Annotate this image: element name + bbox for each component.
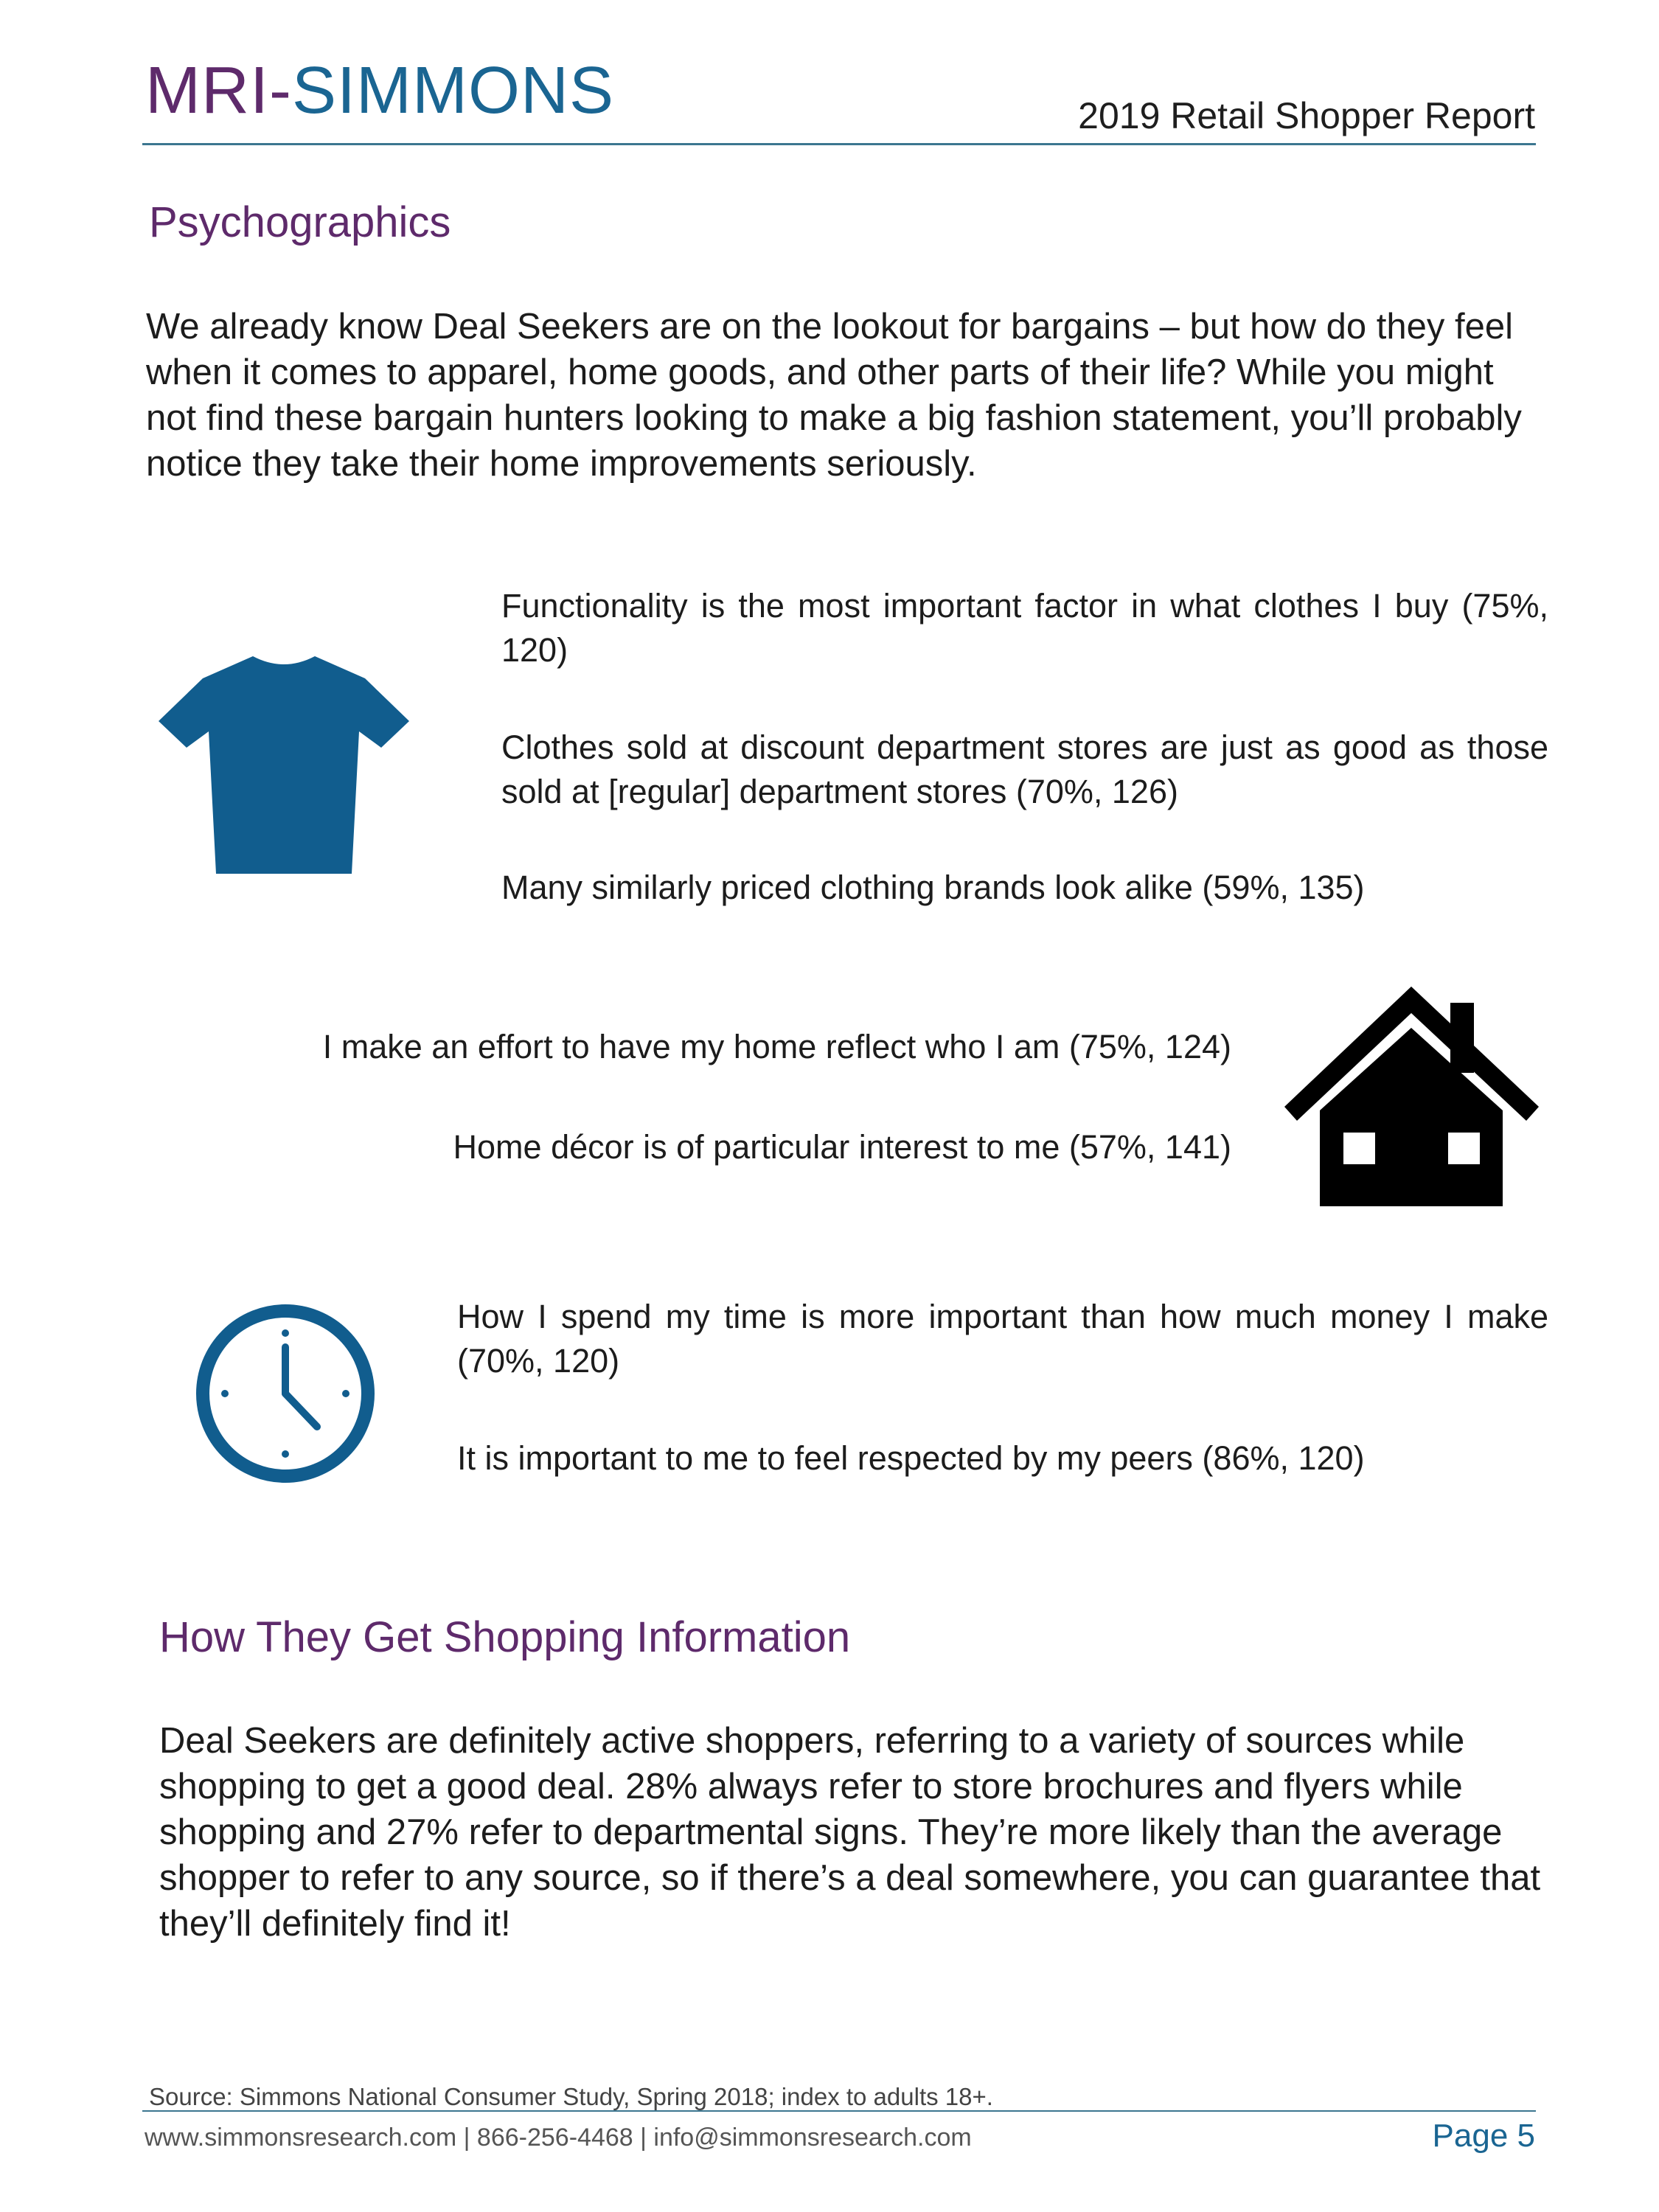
header-divider [142,143,1536,145]
page-number: Page 5 [1432,2118,1535,2154]
house-icon [1284,985,1539,1206]
logo-dash: - [268,54,292,128]
clock-icon [193,1301,378,1486]
report-title: 2019 Retail Shopper Report [1078,95,1535,136]
home-statement: I make an effort to have my home reflect who I am (75%, 124) [322,1028,1231,1065]
footer-divider [142,2110,1536,2112]
psychographics-intro: We already know Deal Seekers are on the lookout for bargains – but how do they feel when it comes to apparel, home goods, and other parts of their life? While you might not find these bargain hunters looking to make a big fashion statement, you’ll probably notice they take their home improvements seriously. [146,307,1522,484]
clothing-statement: Functionality is the most important factor in what clothes I buy (75%, 120) [501,587,1548,669]
clothing-statement: Clothes sold at discount department stores are just as good as those sold at [regular] department stores (70%, 126) [501,728,1548,810]
time-statement: It is important to me to feel respected by my peers (86%, 120) [457,1439,1365,1477]
footer-contact: www.simmonsresearch.com | 866-256-4468 | info@simmonsresearch.com [145,2124,972,2152]
logo-simmons-text: SIMMONS [291,54,614,128]
home-statement: Home décor is of particular interest to me (57%, 141) [453,1128,1231,1166]
logo-mri-text: MRI [145,54,269,128]
source-note: Source: Simmons National Consumer Study, Spring 2018; index to adults 18+. [149,2083,993,2110]
time-statement: How I spend my time is more important than how much money I make (70%, 120) [457,1298,1548,1380]
section-heading-psychographics: Psychographics [149,198,451,246]
shopping-info-paragraph: Deal Seekers are definitely active shoppers, referring to a variety of sources while shopping to get a good deal. 28% always refer to store brochures and flyers while shopping and 27% refer to departmental signs. They’re more likely than the average shopper to refer to any source, so if there’s a deal somewhere, you can guarantee that they’ll definitely find it! [159,1721,1541,1944]
t-shirt-icon [159,649,409,874]
brand-logo [145,54,614,128]
clothing-statement: Many similarly priced clothing brands look alike (59%, 135) [501,869,1365,906]
section-heading-shopping-info: How They Get Shopping Information [159,1613,851,1661]
